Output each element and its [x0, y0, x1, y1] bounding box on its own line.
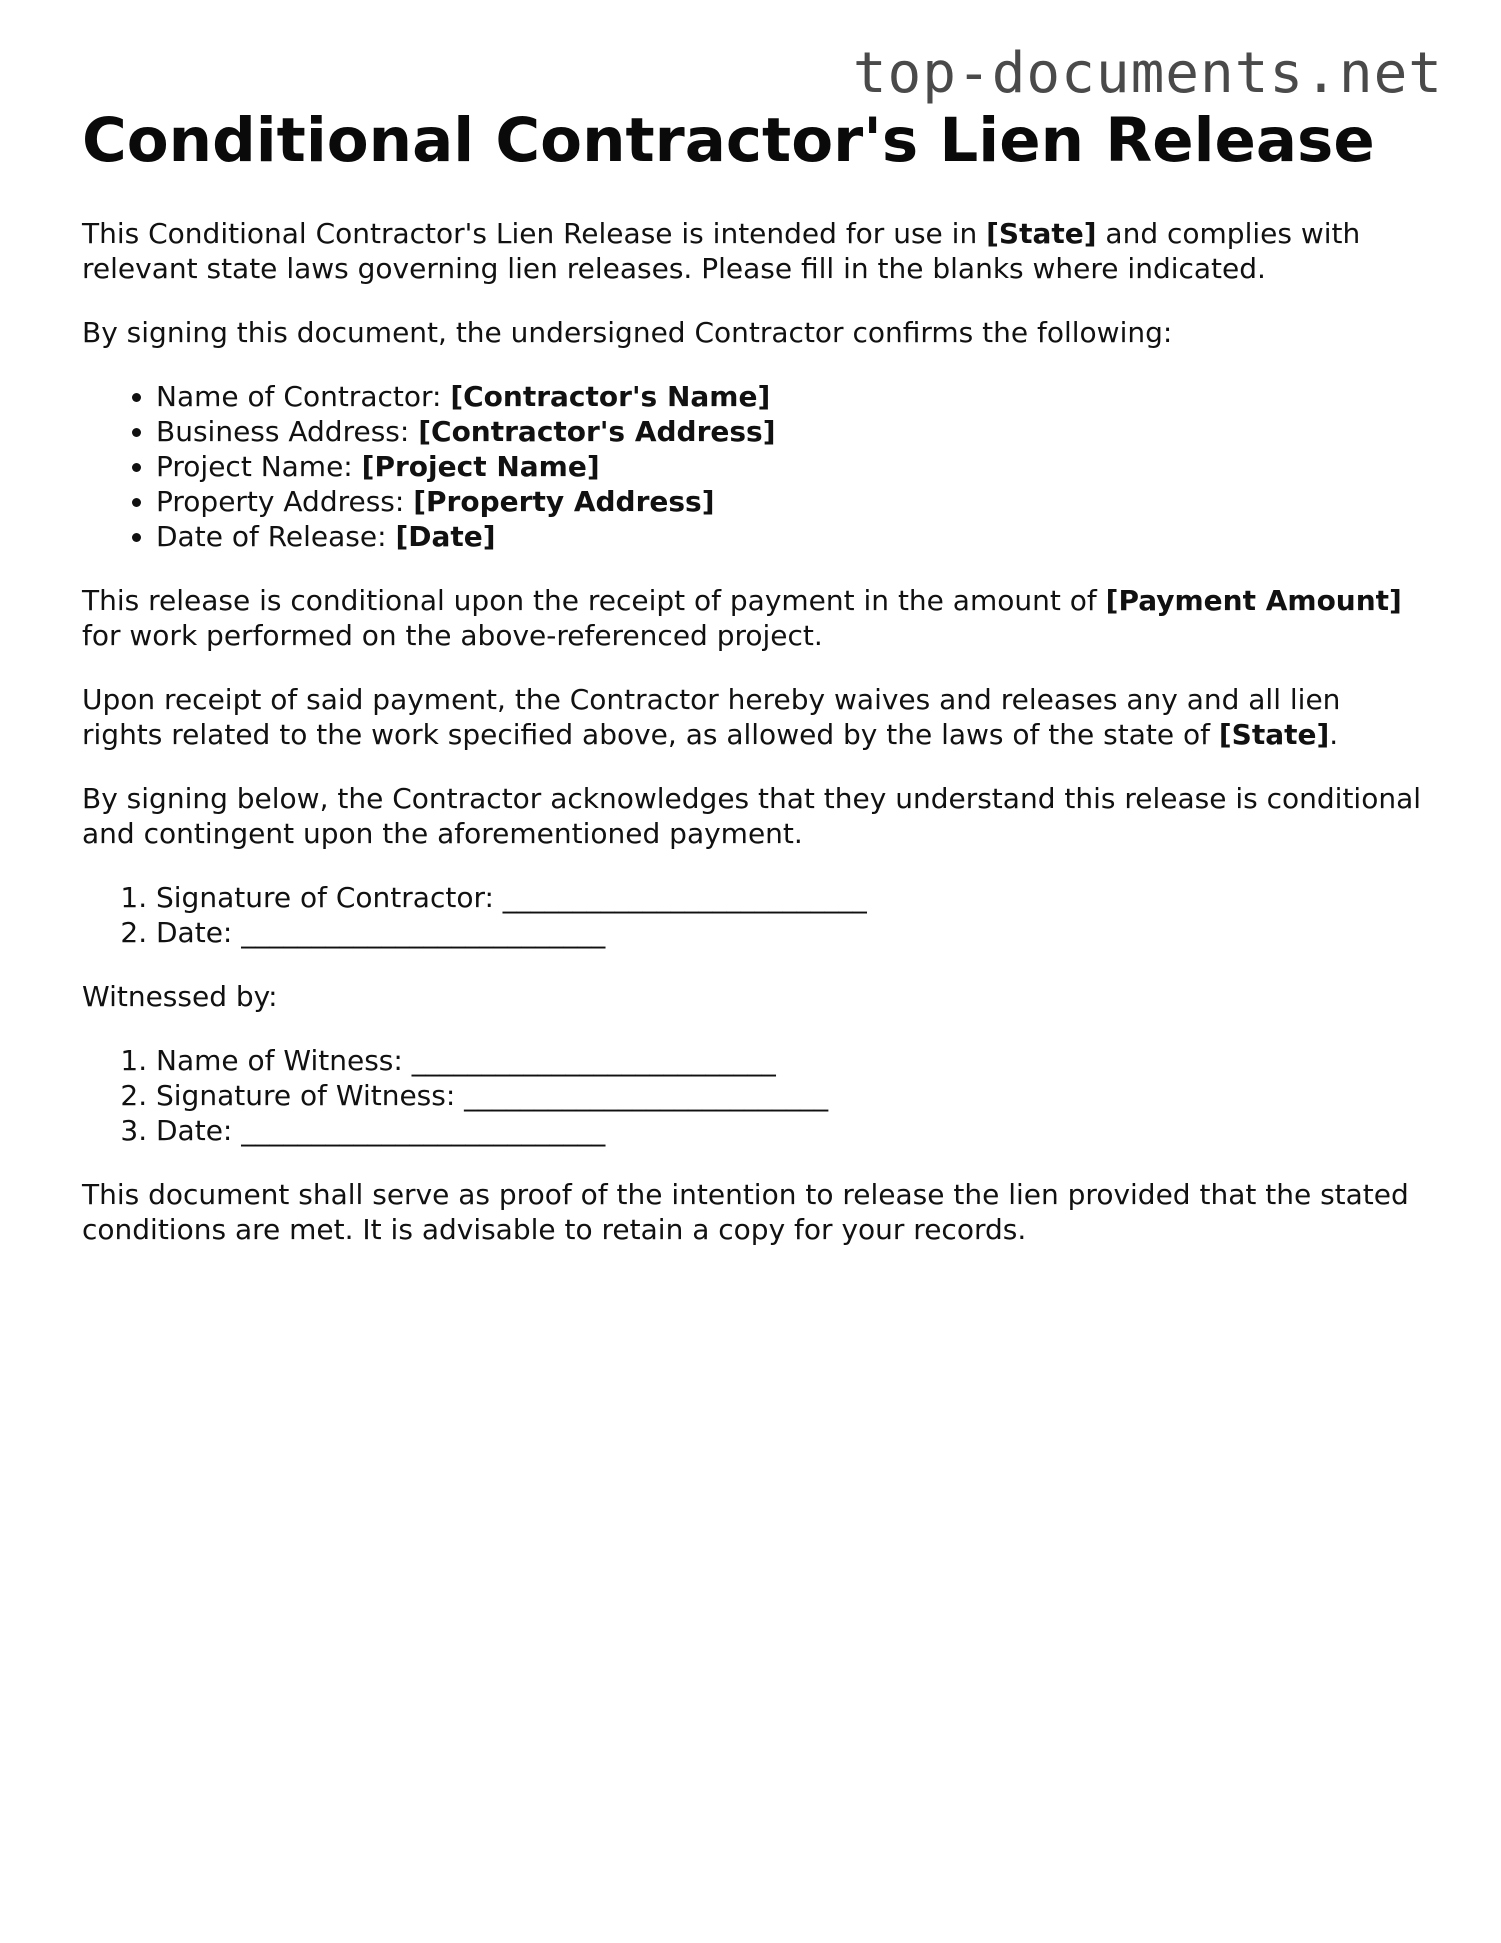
contractor-details-list — [82, 379, 1422, 554]
document-page — [82, 106, 1422, 1276]
detail-value: [Contractor's Name] — [450, 380, 771, 414]
watermark: top-documents.net — [852, 41, 1443, 106]
list-item — [156, 449, 1422, 484]
detail-label: Property Address: — [156, 485, 414, 519]
witness-name-field: 1. Name of Witness: __________________________ — [156, 1043, 1422, 1078]
waiver-state-placeholder: [State] — [1218, 718, 1330, 752]
payment-amount-placeholder: [Payment Amount] — [1105, 584, 1402, 618]
waiver-paragraph — [82, 682, 1422, 752]
intro-paragraph — [82, 216, 1422, 286]
list-item — [156, 484, 1422, 519]
witness-list — [82, 1043, 1422, 1148]
waiver-text-after: . — [1329, 718, 1339, 752]
page-title: Conditional Contractor's Lien Release — [82, 105, 1375, 176]
condition-text-before: This release is conditional upon the receipt of payment in the amount of — [82, 584, 1106, 618]
waiver-text-before: Upon receipt of said payment, the Contractor hereby waives and releases any and all lien rights related to the work specified above, as allowed by the laws of the state of — [82, 683, 1341, 752]
detail-value: [Property Address] — [413, 485, 715, 519]
date-field: 2. Date: __________________________ — [156, 915, 1422, 950]
condition-paragraph — [82, 583, 1422, 653]
confirm-intro: By signing this document, the undersigned Contractor confirms the following: — [82, 316, 1173, 350]
closing-paragraph: This document shall serve as proof of the intention to release the lien provided that the stated conditions are met. It is advisable to retain a copy for your records. — [82, 1178, 1409, 1247]
list-item — [156, 379, 1422, 414]
witnessed-by-label: Witnessed by: — [82, 980, 278, 1014]
detail-value: [Project Name] — [361, 450, 600, 484]
witness-date-field: 3. Date: __________________________ — [156, 1113, 1422, 1148]
intro-text-before: This Conditional Contractor's Lien Release is intended for use in — [82, 217, 987, 251]
detail-value: [Date] — [395, 520, 496, 554]
list-item — [156, 414, 1422, 449]
intro-state-placeholder: [State] — [986, 217, 1097, 251]
condition-text-after: for work performed on the above-referenced project. — [82, 619, 823, 653]
detail-value: [Contractor's Address] — [418, 415, 776, 449]
signature-field: 1. Signature of Contractor: __________________________ — [156, 880, 1422, 915]
detail-label: Business Address: — [156, 415, 419, 449]
detail-label: Project Name: — [156, 450, 362, 484]
witness-signature-field: 2. Signature of Witness: __________________________ — [156, 1078, 1422, 1113]
detail-label: Name of Contractor: — [156, 380, 451, 414]
intro-text-after: and complies with relevant state laws governing lien releases. Please fill in the blanks where indicated. — [82, 217, 1361, 286]
detail-label: Date of Release: — [156, 520, 396, 554]
contractor-signature-list — [82, 880, 1422, 950]
acknowledge-paragraph: By signing below, the Contractor acknowledges that they understand this release is conditional and contingent upon the aforementioned payment. — [82, 782, 1422, 851]
list-item — [156, 519, 1422, 554]
